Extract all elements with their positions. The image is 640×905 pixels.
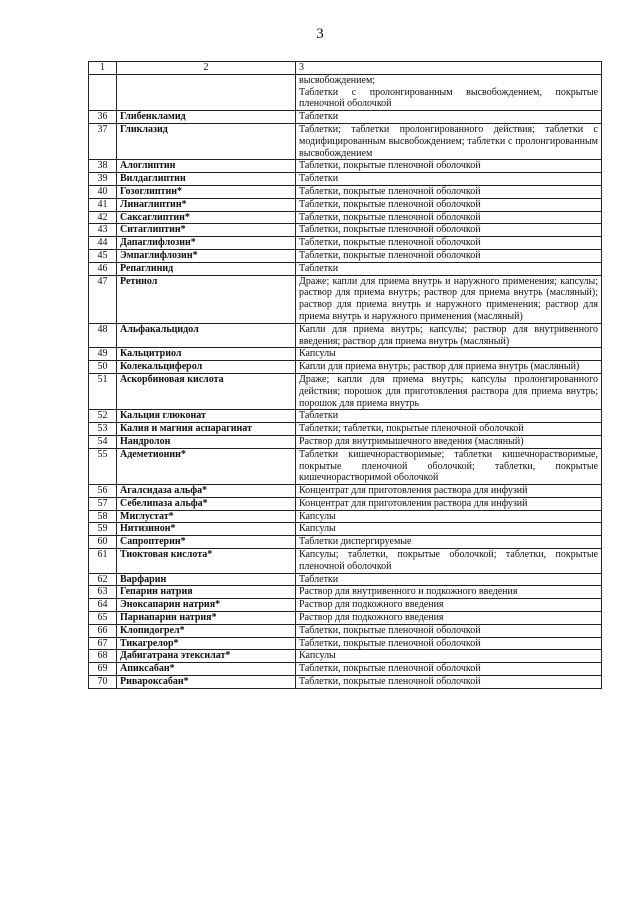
dosage-form: высвобождением; Таблетки с пролонгированным высвобождением, покрытые пленочной оболочкой (296, 74, 602, 110)
row-number: 61 (89, 549, 117, 574)
drug-name: Нитизинон* (117, 523, 296, 536)
dosage-form: Таблетки (296, 262, 602, 275)
dosage-form: Таблетки, покрытые пленочной оболочкой (296, 237, 602, 250)
drug-name: Алоглиптин (117, 160, 296, 173)
row-number (89, 74, 117, 110)
table-row (89, 185, 602, 198)
dosage-form: Концентрат для приготовления раствора для инфузий (296, 497, 602, 510)
table-row (89, 237, 602, 250)
drug-name: Репаглинид (117, 262, 296, 275)
dosage-form: Таблетки, покрытые пленочной оболочкой (296, 160, 602, 173)
row-number: 52 (89, 410, 117, 423)
table-row (89, 612, 602, 625)
table-row (89, 348, 602, 361)
dosage-form: Концентрат для приготовления раствора для инфузий (296, 485, 602, 498)
table-row (89, 435, 602, 448)
table-row (89, 323, 602, 348)
row-number: 41 (89, 198, 117, 211)
row-number: 51 (89, 373, 117, 409)
row-number: 53 (89, 423, 117, 436)
dosage-form: Капли для приема внутрь; капсулы; раствор для внутривенного введения; раствор для приема внутрь (масляный) (296, 323, 602, 348)
dosage-form: Таблетки, покрытые пленочной оболочкой (296, 185, 602, 198)
dosage-form: Раствор для внутримышечного введения (масляный) (296, 435, 602, 448)
row-number: 67 (89, 637, 117, 650)
drug-name: Клопидогрел* (117, 624, 296, 637)
drug-name: Альфакальцидол (117, 323, 296, 348)
table-row (89, 676, 602, 689)
table-row (89, 410, 602, 423)
table-row (89, 448, 602, 484)
table-row (89, 111, 602, 124)
dosage-form: Таблетки; таблетки, покрытые пленочной оболочкой (296, 423, 602, 436)
dosage-form: Капсулы (296, 650, 602, 663)
row-number: 68 (89, 650, 117, 663)
drug-table (88, 61, 602, 689)
page-number: 3 (316, 26, 324, 42)
row-number: 62 (89, 573, 117, 586)
drug-name: Тиоктовая кислота* (117, 549, 296, 574)
drug-name: Гликлазид (117, 123, 296, 159)
row-number: 49 (89, 348, 117, 361)
drug-name: Гепарин натрия (117, 586, 296, 599)
row-number: 63 (89, 586, 117, 599)
drug-name: Адеметионин* (117, 448, 296, 484)
drug-name: Аскорбиновая кислота (117, 373, 296, 409)
table-row (89, 510, 602, 523)
dosage-form: Раствор для внутривенного и подкожного введения (296, 586, 602, 599)
dosage-form: Таблетки; таблетки пролонгированного действия; таблетки с модифицированным высвобождением; таблетки с пролонгированным высвобождением (296, 123, 602, 159)
row-number: 47 (89, 275, 117, 323)
row-number: 44 (89, 237, 117, 250)
table-row (89, 485, 602, 498)
row-number: 58 (89, 510, 117, 523)
dosage-form: Таблетки, покрытые пленочной оболочкой (296, 211, 602, 224)
drug-name: Ретинол (117, 275, 296, 323)
table-row (89, 573, 602, 586)
drug-name: Себелипаза альфа* (117, 497, 296, 510)
table-row (89, 224, 602, 237)
row-number: 69 (89, 663, 117, 676)
drug-name: Тикагрелор* (117, 637, 296, 650)
row-number: 55 (89, 448, 117, 484)
drug-name: Дабигатрана этексилат* (117, 650, 296, 663)
row-number: 65 (89, 612, 117, 625)
continuation-row (89, 74, 602, 110)
table-row (89, 373, 602, 409)
drug-name: Миглустат* (117, 510, 296, 523)
drug-name: Апиксабан* (117, 663, 296, 676)
dosage-form: Капсулы (296, 510, 602, 523)
dosage-form: Драже; капли для приема внутрь; капсулы пролонгированного действия; порошок для приготовления раствора для приема внутрь; порошок для приема внутрь (296, 373, 602, 409)
drug-name: Нандролон (117, 435, 296, 448)
dosage-form: Таблетки, покрытые пленочной оболочкой (296, 249, 602, 262)
dosage-form: Таблетки (296, 111, 602, 124)
table-row (89, 523, 602, 536)
dosage-form: Таблетки, покрытые пленочной оболочкой (296, 198, 602, 211)
dosage-form: Драже; капли для приема внутрь и наружного применения; капсулы; раствор для приема внутрь; раствор для приема внутрь (масляный); раствор для приема внутрь и наружного применения; раствор для приема внутрь и наружного применения (масляный) (296, 275, 602, 323)
row-number: 59 (89, 523, 117, 536)
drug-name: Кальция глюконат (117, 410, 296, 423)
dosage-form: Таблетки, покрытые пленочной оболочкой (296, 224, 602, 237)
header-col-1: 1 (89, 62, 117, 75)
row-number: 40 (89, 185, 117, 198)
table-row (89, 637, 602, 650)
table-row (89, 549, 602, 574)
drug-name: Сапроптерин* (117, 536, 296, 549)
dosage-form: Таблетки кишечнорастворимые; таблетки кишечнорастворимые, покрытые пленочной оболочкой; таблетки, покрытые кишечнорастворимой оболочкой (296, 448, 602, 484)
dosage-form: Таблетки (296, 573, 602, 586)
row-number: 39 (89, 173, 117, 186)
table-row (89, 536, 602, 549)
row-number: 60 (89, 536, 117, 549)
table-row (89, 160, 602, 173)
table-row (89, 173, 602, 186)
dosage-form: Таблетки (296, 410, 602, 423)
table-row (89, 624, 602, 637)
table-row (89, 497, 602, 510)
table-row (89, 211, 602, 224)
dosage-form: Таблетки, покрытые пленочной оболочкой (296, 676, 602, 689)
drug-name (117, 74, 296, 110)
table-row (89, 249, 602, 262)
drug-name: Варфарин (117, 573, 296, 586)
row-number: 36 (89, 111, 117, 124)
dosage-form: Капсулы; таблетки, покрытые оболочкой; таблетки, покрытые пленочной оболочкой (296, 549, 602, 574)
row-number: 66 (89, 624, 117, 637)
dosage-form: Таблетки, покрытые пленочной оболочкой (296, 663, 602, 676)
table-row (89, 599, 602, 612)
table-row (89, 275, 602, 323)
table-row (89, 423, 602, 436)
row-number: 37 (89, 123, 117, 159)
dosage-form: Таблетки диспергируемые (296, 536, 602, 549)
row-number: 50 (89, 361, 117, 374)
table-row (89, 586, 602, 599)
header-col-2: 2 (117, 62, 296, 75)
drug-name: Эноксапарин натрия* (117, 599, 296, 612)
row-number: 43 (89, 224, 117, 237)
drug-name: Калия и магния аспарагинат (117, 423, 296, 436)
dosage-form: Таблетки (296, 173, 602, 186)
row-number: 42 (89, 211, 117, 224)
dosage-form: Раствор для подкожного введения (296, 612, 602, 625)
drug-name: Ривароксабан* (117, 676, 296, 689)
row-number: 70 (89, 676, 117, 689)
dosage-form: Таблетки, покрытые пленочной оболочкой (296, 624, 602, 637)
table-header-row (89, 62, 602, 75)
table-row (89, 198, 602, 211)
table-row (89, 650, 602, 663)
drug-name: Дапаглифлозин* (117, 237, 296, 250)
drug-name: Ситаглиптин* (117, 224, 296, 237)
dosage-form: Капсулы (296, 348, 602, 361)
row-number: 56 (89, 485, 117, 498)
drug-name: Саксаглиптин* (117, 211, 296, 224)
drug-name: Вилдаглиптин (117, 173, 296, 186)
dosage-form: Капли для приема внутрь; раствор для приема внутрь (масляный) (296, 361, 602, 374)
row-number: 64 (89, 599, 117, 612)
dosage-form: Капсулы (296, 523, 602, 536)
drug-name: Эмпаглифлозин* (117, 249, 296, 262)
drug-name: Парнапарин натрия* (117, 612, 296, 625)
row-number: 57 (89, 497, 117, 510)
row-number: 48 (89, 323, 117, 348)
drug-name: Глибенкламид (117, 111, 296, 124)
drug-name: Кальцитриол (117, 348, 296, 361)
table-row (89, 361, 602, 374)
table-row (89, 262, 602, 275)
header-col-3: 3 (296, 62, 602, 75)
table-row (89, 663, 602, 676)
row-number: 54 (89, 435, 117, 448)
row-number: 38 (89, 160, 117, 173)
row-number: 45 (89, 249, 117, 262)
dosage-form: Раствор для подкожного введения (296, 599, 602, 612)
drug-name: Гозоглиптин* (117, 185, 296, 198)
dosage-form: Таблетки, покрытые пленочной оболочкой (296, 637, 602, 650)
table-row (89, 123, 602, 159)
drug-name: Агалсидаза альфа* (117, 485, 296, 498)
drug-name: Линаглиптин* (117, 198, 296, 211)
drug-name: Колекальциферол (117, 361, 296, 374)
row-number: 46 (89, 262, 117, 275)
